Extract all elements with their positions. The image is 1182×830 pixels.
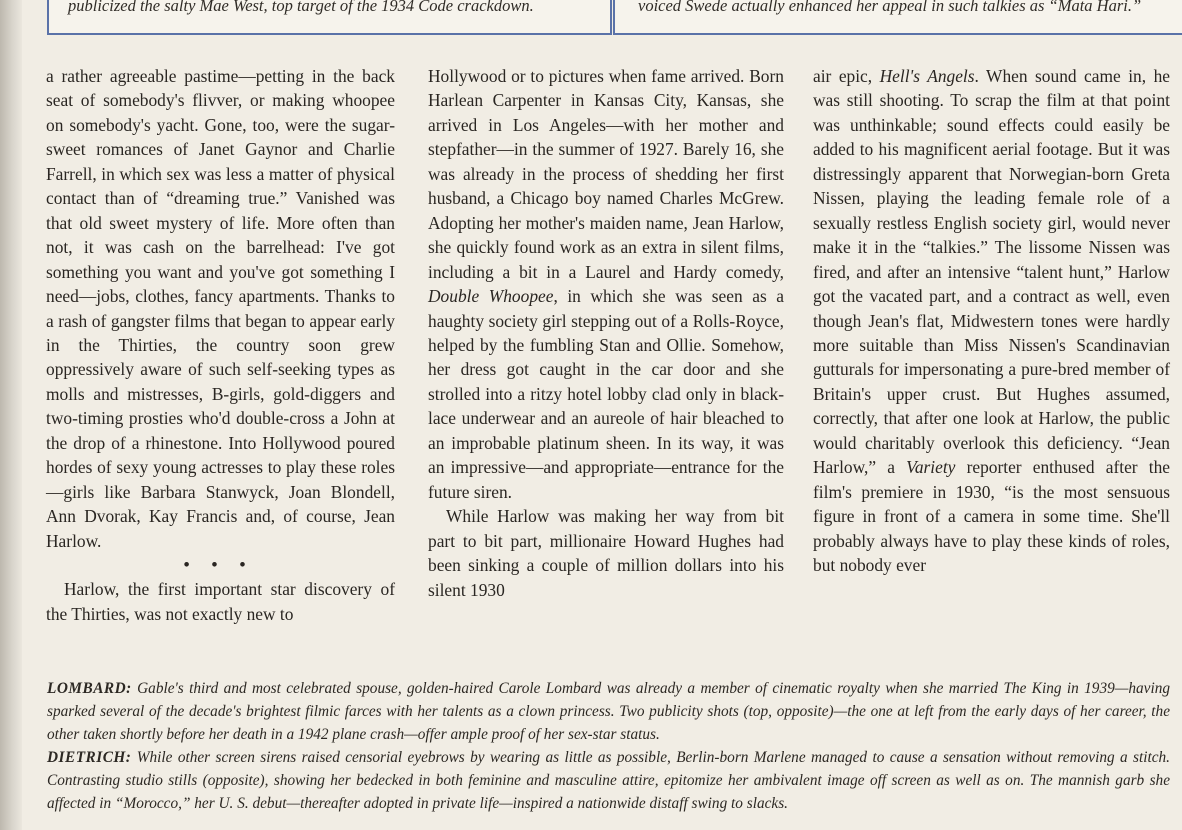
paragraph: a rather agreeable pastime—petting in the back seat of somebody's flivver, or making whoopee on somebody's yacht. Gone, too, were the sugar-sweet romances of Janet Gaynor and Charlie Farrell, in which sex was less a matter of physical contact than of “dreaming true.” Vanished was that old sweet mystery of life. More often than not, it was cash on the barrelhead: I've got something you want and you've got something I need—jobs, clothes, fancy apartments. Thanks to a rash of gangster films that began to appear early in the Thirties, the country soon grew oppressively aware of such self-seeking types as molls and mistresses, B-girls, gold-diggers and two-timing prosties who'd double-cross a John at the drop of a rhinestone. Into Hollywood poured hordes of sexy young actresses to play these roles—girls like Barbara Stanwyck, Joan Blondell, Ann Dvorak, Kay Francis and, of course, Jean Harlow. [46, 66, 395, 551]
article-column-2 [428, 64, 784, 602]
top-caption-left-text: publicized the salty Mae West, top target of the 1934 Code crackdown. [68, 0, 534, 15]
film-title: Hell's Angels [879, 66, 975, 86]
text-run: Hollywood or to pictures when fame arrived. Born Harlean Carpenter in Kansas City, Kansas, she arrived in Los Angeles—with her mother and stepfather—in the summer of 1927. Barely 16, she was already in the process of shedding her first husband, a Chicago boy named Charles McGrew. Adopting her mother's maiden name, Jean Harlow, she quickly found work as an extra in silent films, including a bit in a Laurel and Hardy comedy, [428, 66, 784, 282]
film-title: Double Whoopee [428, 286, 554, 307]
article-column-3 [813, 64, 1170, 578]
caption-heading: DIETRICH: [47, 749, 132, 767]
article-body [46, 64, 1170, 649]
caption-text: Gable's third and most celebrated spouse, golden-haired Carole Lombard was already a member of cinematic royalty when she married The King in 1939—having sparked several of the decade's brightest filmic farces with her talents as a clown princess. Two publicity shots (top, opposite)—the one at left from the early days of her career, the other taken shortly before her death in a 1942 plane crash—offer ample proof of her sex-star status. [47, 680, 1170, 744]
article-column-1 [46, 64, 395, 626]
caption-heading: LOMBARD: [47, 680, 132, 697]
paragraph [428, 64, 784, 504]
text-run: reporter enthused after the film's premiere in 1930, “is the most sensuous figure in front of a camera in some time. She'll probably always have to play these kinds of roles, but nobody ever [813, 457, 1170, 576]
paragraph [813, 64, 1170, 578]
paragraph: While Harlow was making her way from bit part to bit part, millionaire Howard Hughes had been sinking a couple of million dollars into his silent 1930 [428, 506, 784, 600]
caption-dietrich [47, 746, 1170, 815]
text-run: , in which she was seen as a haughty society girl stepping out of a Rolls-Royce, helped by the fumbling Stan and Ollie. Somehow, her dress got caught in the car door and she strolled into a ritzy hotel lobby clad only in black-lace underwear and an aureole of hair bleached to an improbable platinum sheen. In its way, it was an impressive—and appropriate—entrance for the future siren. [428, 286, 784, 502]
page-gutter [0, 0, 22, 830]
top-caption-right-text: voiced Swede actually enhanced her appeal in such talkies as “Mata Hari.” [638, 0, 1142, 15]
photo-caption [47, 677, 1170, 816]
paragraph: Harlow, the first important star discovery of the Thirties, was not exactly new to [46, 579, 395, 624]
publication-title: Variety [906, 457, 956, 478]
text-run: . When sound came in, he was still shooting. To scrap the film at that point was unthinkable; sound effects could easily be added to his magnificent aerial footage. But it was distressingly apparent that Norwegian-born Greta Nissen, playing the leading female role of a sexually restless English society girl, would never make it in the “talkies.” The lissome Nissen was fired, and after an intensive “talent hunt,” Harlow got the vacated part, and a contract as well, even though Jean's flat, Midwestern tones were hardly more suitable than Miss Nissen's Scandinavian gutturals for impersonating a pure-bred member of Britain's upper crust. But Hughes assumed, correctly, that after one look at Harlow, the public would charitably overlook this deficiency. “Jean Harlow,” a [813, 66, 1170, 478]
text-run: air epic, [813, 66, 880, 86]
top-caption-left [47, 0, 612, 35]
section-separator: ••• [183, 555, 268, 575]
caption-text: While other screen sirens raised censorial eyebrows by wearing as little as possible, Berlin-born Marlene managed to cause a sensation without removing a stitch. Contrasting studio stills (opposite), showing her bedecked in both feminine and masculine attire, epitomize her ambivalent image off screen as well as on. The mannish garb she affected in “Morocco,” her U. S. debut—thereafter adopted in private life—inspired a nationwide distaff swing to slacks. [47, 749, 1170, 813]
top-caption-right [613, 0, 1182, 35]
caption-lombard [47, 677, 1170, 746]
